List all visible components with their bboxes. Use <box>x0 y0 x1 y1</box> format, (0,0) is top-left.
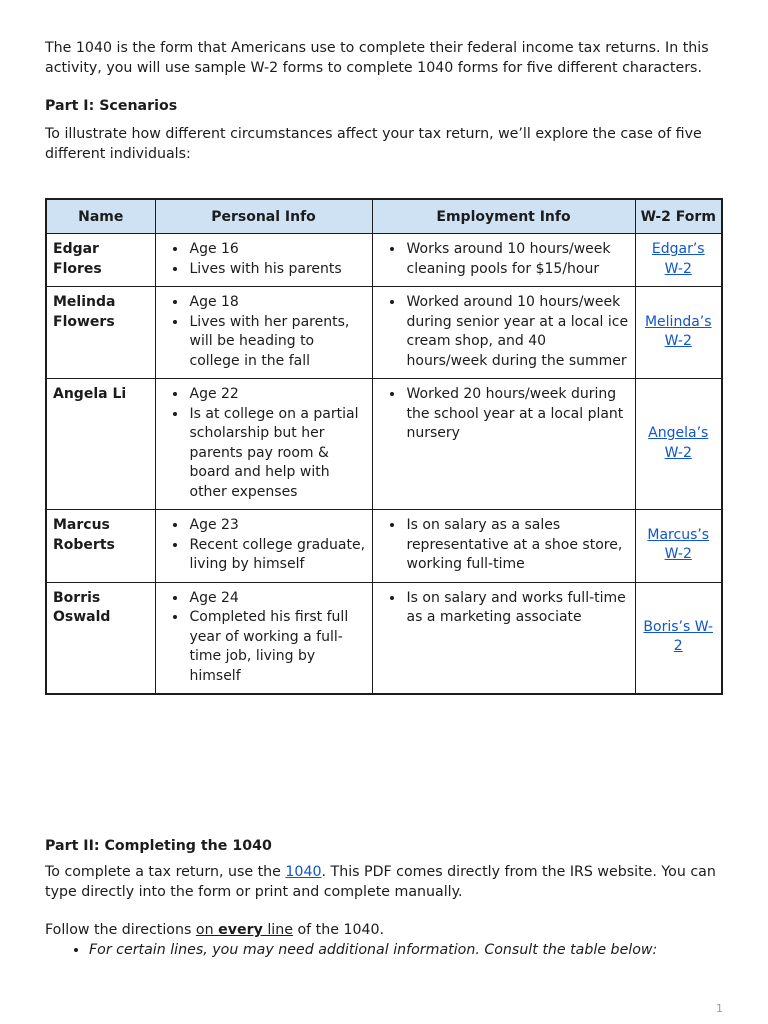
w2-link-melinda[interactable]: Melinda’s W-2 <box>644 313 712 349</box>
page-body <box>45 38 725 164</box>
part1-paragraph: To illustrate how different circumstances affect your tax return, we’ll explore the case of five different individuals: <box>45 126 702 162</box>
table-row <box>46 234 722 287</box>
list-item: • Worked around 10 hours/week during senior year at a local ice cream shop, and 40 hours/week during the summer <box>405 293 629 371</box>
list-item: • Works around 10 hours/week cleaning pools for $15/hour <box>405 240 629 279</box>
row-personal <box>155 510 372 583</box>
follow-line: line <box>262 922 293 938</box>
page-number: 1 <box>716 1002 723 1015</box>
header-name: Name <box>46 199 155 234</box>
row-w2 <box>635 582 722 694</box>
list-item: • Age 23 <box>188 516 366 536</box>
row-w2 <box>635 379 722 510</box>
row-w2 <box>635 510 722 583</box>
follow-underlined <box>196 922 293 938</box>
table-row <box>46 379 722 510</box>
table-row <box>46 582 722 694</box>
list-item: • Age 22 <box>188 385 366 405</box>
list-item: • Age 18 <box>188 293 366 313</box>
scenarios-table <box>45 198 723 695</box>
part2-heading: Part II: Completing the 1040 <box>45 838 272 854</box>
table-header-row <box>46 199 722 234</box>
row-name: Angela Li <box>46 379 155 510</box>
row-personal <box>155 582 372 694</box>
follow-before: Follow the directions <box>45 922 196 938</box>
row-personal <box>155 379 372 510</box>
follow-every: every <box>218 922 263 938</box>
follow-after: of the 1040. <box>292 922 385 938</box>
follow-directions-text <box>45 920 725 940</box>
table-row <box>46 287 722 379</box>
part2-paragraph <box>45 862 725 902</box>
list-item: • Is on salary and works full-time as a marketing associate <box>405 589 629 628</box>
w2-link-angela[interactable]: Angela’s W-2 <box>648 425 709 461</box>
row-w2 <box>635 234 722 287</box>
directions-list <box>45 940 725 960</box>
row-name: Edgar Flores <box>46 234 155 287</box>
list-item: • Age 24 <box>188 589 366 609</box>
row-personal <box>155 234 372 287</box>
list-item: • Completed his first full year of working a full-time job, living by himself <box>188 608 366 686</box>
part1-heading: Part I: Scenarios <box>45 98 178 114</box>
list-item: • For certain lines, you may need additional information. Consult the table below: <box>89 940 725 960</box>
row-name: Marcus Roberts <box>46 510 155 583</box>
w2-link-boris[interactable]: Boris’s W-2 <box>643 618 714 655</box>
list-item: • Age 16 <box>188 240 366 260</box>
list-item: • Lives with her parents, will be heading to college in the fall <box>188 313 366 372</box>
row-employment <box>372 510 635 583</box>
list-item: • Worked 20 hours/week during the school year at a local plant nursery <box>405 385 629 444</box>
header-w2-form: W-2 Form <box>635 199 722 234</box>
list-item: • Is at college on a partial scholarship but her parents pay room & board and help with other expenses <box>188 405 366 503</box>
header-personal-info: Personal Info <box>155 199 372 234</box>
row-personal <box>155 287 372 379</box>
w2-link-edgar[interactable]: Edgar’s W-2 <box>651 241 705 277</box>
part2-section <box>45 836 725 960</box>
intro-paragraph: The 1040 is the form that Americans use to complete their federal income tax returns. In this activity, you will use sample W-2 forms to complete 1040 forms for five different characters. <box>45 40 709 76</box>
row-name: Melinda Flowers <box>46 287 155 379</box>
part2-text-after: . This PDF comes directly from the IRS website. You can type directly into the form or print and complete manually. <box>45 864 716 900</box>
form-1040-link[interactable]: 1040 <box>285 864 322 880</box>
list-item: • Lives with his parents <box>188 260 366 280</box>
header-employment-info: Employment Info <box>372 199 635 234</box>
follow-on: on <box>195 922 219 938</box>
row-employment <box>372 287 635 379</box>
row-employment <box>372 582 635 694</box>
list-item: • Recent college graduate, living by himself <box>188 536 366 575</box>
row-employment <box>372 379 635 510</box>
part2-text-before: To complete a tax return, use the <box>45 864 286 880</box>
list-item: • Is on salary as a sales representative at a shoe store, working full-time <box>405 516 629 575</box>
row-w2 <box>635 287 722 379</box>
row-name: Borris Oswald <box>46 582 155 694</box>
w2-link-marcus[interactable]: Marcus’s W-2 <box>647 526 710 563</box>
row-employment <box>372 234 635 287</box>
table-row <box>46 510 722 583</box>
